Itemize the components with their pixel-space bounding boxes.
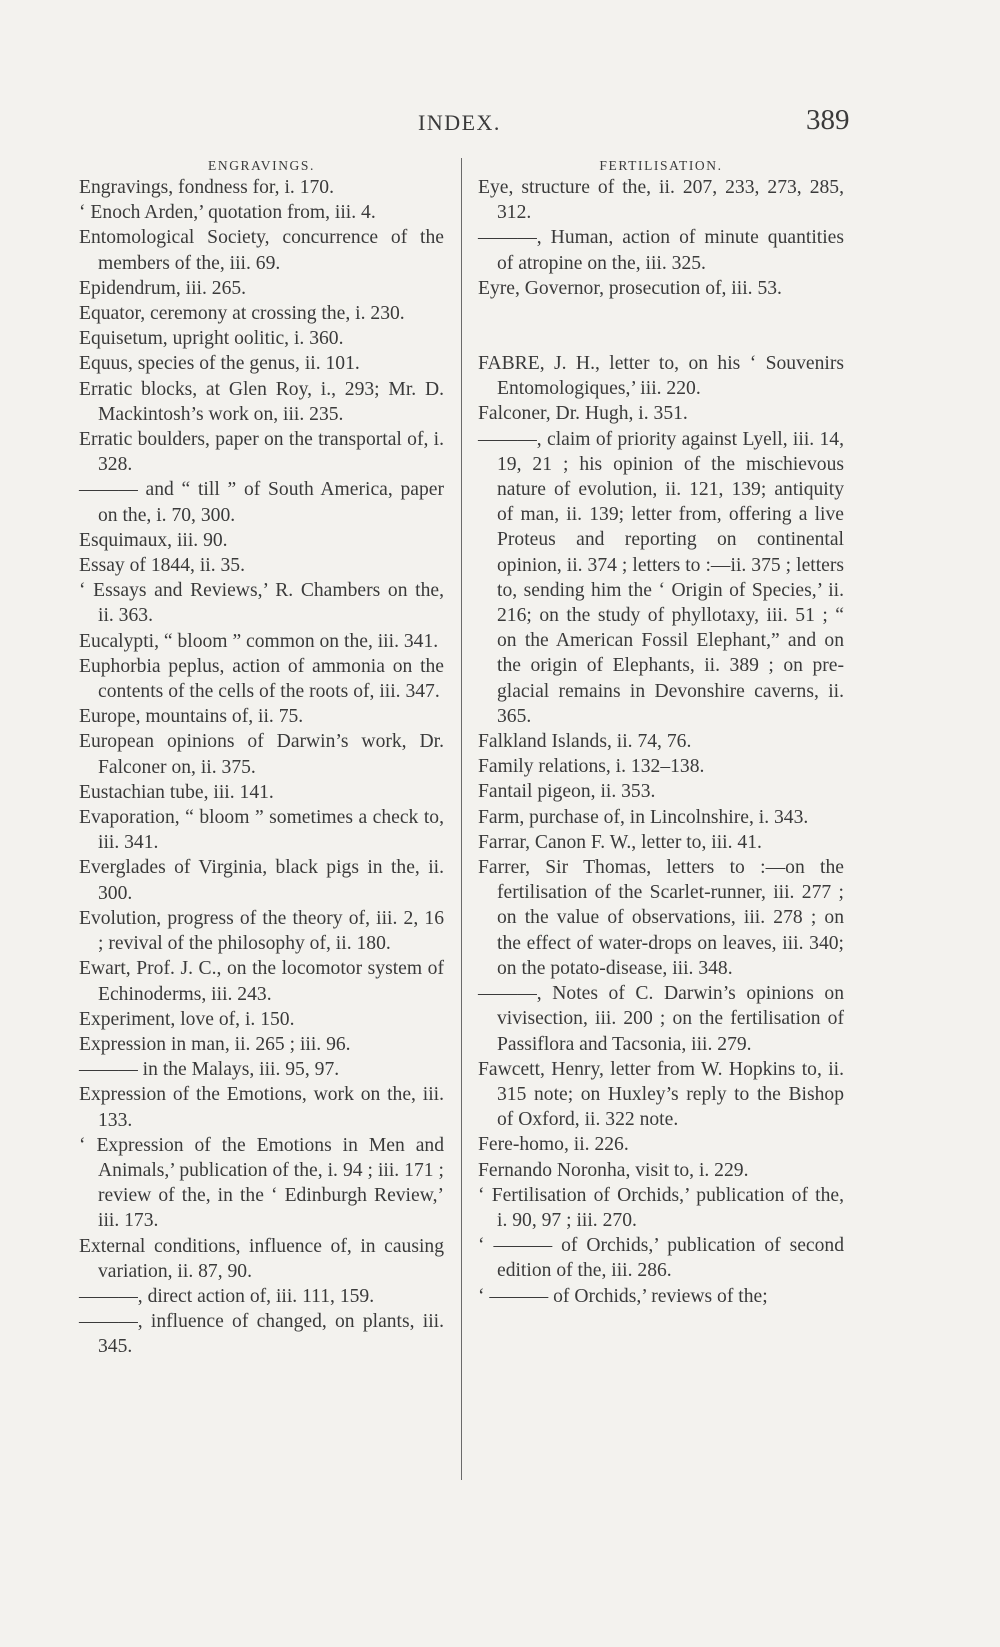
- index-entry: Fere-homo, ii. 226.: [478, 1134, 629, 1156]
- right-column-heading: FERTILISATION.: [599, 158, 723, 173]
- index-entry: ‘ Essays and Reviews,’ R. Chambers on the, ii. 363.: [79, 580, 444, 627]
- index-entry: Family relations, i. 132–138.: [478, 756, 705, 778]
- index-entry: Farm, purchase of, in Lincolnshire, i. 343.: [478, 806, 809, 828]
- page-number: 389: [806, 104, 850, 136]
- index-entry: Farrer, Sir Thomas, letters to :—on the fertilisation of the Scarlet-runner, iii. 277 ; on the value of observations, iii. 278 ; on the effect of water-drops on leaves, iii. 340; on the potato-disease, iii. 348.: [478, 857, 844, 979]
- index-entry: Erratic boulders, paper on the transportal of, i. 328.: [79, 429, 444, 476]
- index-entry: Eye, structure of the, ii. 207, 233, 273, 285, 312.: [478, 177, 844, 224]
- index-entry: Erratic blocks, at Glen Roy, i., 293; Mr. D. Mackintosh’s work on, iii. 235.: [79, 378, 444, 425]
- page-header: [0, 104, 1000, 144]
- left-entries-list: [79, 175, 444, 1360]
- index-entry: Equus, species of the genus, ii. 101.: [79, 353, 360, 375]
- index-entry: Experiment, love of, i. 150.: [79, 1008, 295, 1030]
- index-entry: Evolution, progress of the theory of, iii. 2, 16 ; revival of the philosophy of, ii. 180.: [79, 907, 444, 955]
- column-divider: [461, 158, 462, 1480]
- index-entry: Fawcett, Henry, letter from W. Hopkins to, ii. 315 note; on Huxley’s reply to the Bishop of Oxford, ii. 322 note.: [478, 1058, 844, 1131]
- index-entry: Fernando Noronha, visit to, i. 229.: [478, 1159, 749, 1181]
- index-entry: Expression in man, ii. 265 ; iii. 96.: [79, 1033, 351, 1055]
- index-entry: Engravings, fondness for, i. 170.: [79, 177, 334, 198]
- left-column-heading: ENGRAVINGS.: [208, 158, 315, 173]
- index-entry: External conditions, influence of, in causing variation, ii. 87, 90.: [79, 1235, 444, 1282]
- index-entry: ‘ ——— of Orchids,’ publication of second edition of the, iii. 286.: [478, 1235, 844, 1282]
- left-column: [79, 158, 444, 1360]
- index-entry: Falconer, Dr. Hugh, i. 351.: [478, 403, 688, 425]
- index-entry: Epidendrum, iii. 265.: [79, 277, 247, 299]
- index-entry: Equisetum, upright oolitic, i. 360.: [79, 328, 344, 350]
- index-entry: ‘ Enoch Arden,’ quotation from, iii. 4.: [79, 202, 376, 224]
- index-entry: Equator, ceremony at crossing the, i. 230.: [79, 303, 405, 325]
- index-entry: Essay of 1844, ii. 35.: [79, 555, 245, 577]
- index-entry: Eustachian tube, iii. 141.: [79, 781, 274, 803]
- right-column: [478, 158, 844, 1309]
- index-entry: Everglades of Virginia, black pigs in the, ii. 300.: [79, 857, 444, 904]
- index-entry: Farrar, Canon F. W., letter to, iii. 41.: [478, 831, 762, 853]
- index-entry: ——— in the Malays, iii. 95, 97.: [79, 1059, 340, 1081]
- index-entry: ‘ Fertilisation of Orchids,’ publication of the, i. 90, 97 ; iii. 270.: [478, 1184, 844, 1231]
- index-entry: Evaporation, “ bloom ” sometimes a check to, iii. 341.: [79, 807, 444, 854]
- index-entry: Fantail pigeon, ii. 353.: [478, 781, 656, 803]
- index-entry: ———, claim of priority against Lyell, iii. 14, 19, 21 ; his opinion of the mischievous nature of evolution, ii. 121, 139; antiquity of man, ii. 139; letter from, offering a live Proteus and reporting on continental opinion, ii. 374 ; letters to :—ii. 375 ; letters to, sending him the ‘ Origin of Species,’ ii. 216; on the study of phyllotaxy, iii. 51 ; “ on the American Fossil Elephant,” and on the origin of Elephants, ii. 389 ; on pre-glacial remains in Devonshire caverns, ii. 365.: [478, 428, 844, 727]
- index-entry: ‘ ——— of Orchids,’ reviews of the;: [478, 1285, 768, 1307]
- index-entry: Europe, mountains of, ii. 75.: [79, 706, 304, 728]
- index-entry: ———, Human, action of minute quantities of atropine on the, iii. 325.: [478, 227, 844, 274]
- index-entry: European opinions of Darwin’s work, Dr. Falconer on, ii. 375.: [79, 731, 444, 778]
- index-entry: ‘ Expression of the Emotions in Men and Animals,’ publication of the, i. 94 ; iii. 171 ; review of the, in the ‘ Edinburgh Review,’ iii. 173.: [79, 1134, 444, 1232]
- index-entry: FABRE, J. H., letter to, on his ‘ Souvenirs Entomologiques,’ iii. 220.: [478, 353, 844, 400]
- index-entry: ———, Notes of C. Darwin’s opinions on vivisection, iii. 200 ; on the fertilisation of Passiflora and Tacsonia, iii. 279.: [478, 983, 844, 1055]
- index-entry: ———, influence of changed, on plants, iii. 345.: [79, 1311, 444, 1358]
- index-entry: Esquimaux, iii. 90.: [79, 529, 228, 551]
- index-entry: Ewart, Prof. J. C., on the locomotor system of Echinoderms, iii. 243.: [79, 958, 444, 1005]
- index-entry: Euphorbia peplus, action of ammonia on the contents of the cells of the roots of, iii. 347.: [79, 655, 444, 703]
- index-entry: Falkland Islands, ii. 74, 76.: [478, 731, 692, 753]
- index-entry: ——— and “ till ” of South America, paper on the, i. 70, 300.: [79, 479, 444, 526]
- index-entry: Expression of the Emotions, work on the, iii. 133.: [79, 1084, 444, 1131]
- index-entry: Eucalypti, “ bloom ” common on the, iii. 341.: [79, 630, 439, 652]
- index-entry: Entomological Society, concurrence of the members of the, iii. 69.: [79, 227, 444, 274]
- right-entries-list: [478, 175, 844, 1309]
- index-entry: ———, direct action of, iii. 111, 159.: [79, 1285, 375, 1307]
- running-title: INDEX.: [418, 110, 501, 135]
- index-entry: Eyre, Governor, prosecution of, iii. 53.: [478, 277, 782, 299]
